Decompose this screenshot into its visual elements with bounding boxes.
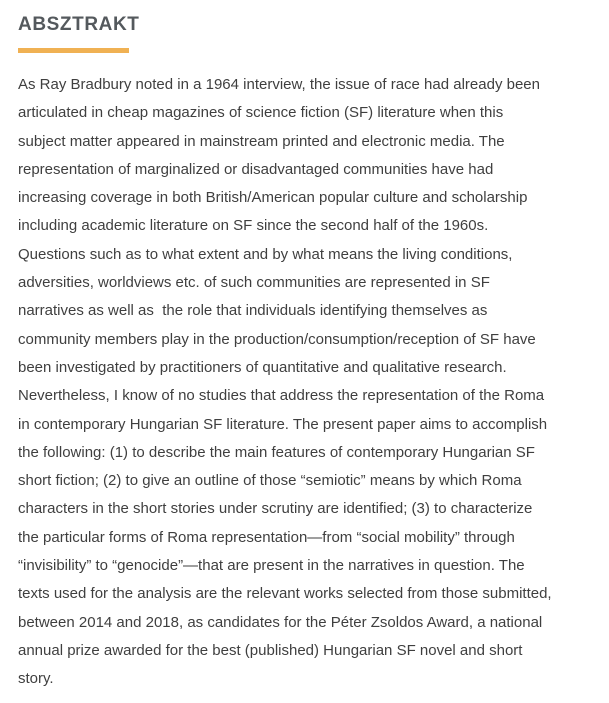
abstract-line: annual prize awarded for the best (published) Hungarian SF novel and short (18, 641, 523, 659)
abstract-line: in contemporary Hungarian SF literature. The present paper aims to accomplish (18, 415, 548, 433)
abstract-line: the particular forms of Roma representation—from “social mobility” through (18, 528, 515, 546)
section-title: ABSZTRAKT (18, 14, 140, 35)
abstract-line: adversities, worldviews etc. of such communities are represented in SF (18, 274, 490, 292)
heading-accent-underline (18, 48, 129, 53)
abstract-line: “invisibility” to “genocide”—that are present in the narratives in question. The (18, 557, 525, 575)
abstract-line: short fiction; (2) to give an outline of those “semiotic” means by which Roma (18, 472, 522, 490)
abstract-paragraph (18, 71, 591, 694)
abstract-line: story. (18, 670, 54, 688)
abstract-line: As Ray Bradbury noted in a 1964 interview, the issue of race had already been (18, 76, 540, 93)
abstract-line: between 2014 and 2018, as candidates for the Péter Zsoldos Award, a national (18, 613, 543, 631)
abstract-line: representation of marginalized or disadvantaged communities have had (18, 160, 494, 178)
abstract-line: the following: (1) to describe the main features of contemporary Hungarian SF (18, 443, 535, 461)
abstract-line: Nevertheless, I know of no studies that address the representation of the Roma (18, 387, 545, 405)
abstract-line: characters in the short stories under scrutiny are identified; (3) to characterize (18, 500, 533, 518)
abstract-line: Questions such as to what extent and by what means the living conditions, (18, 245, 513, 263)
abstract-line: narratives as well as the role that individuals identifying themselves as (18, 302, 488, 320)
abstract-line: community members play in the production/consumption/reception of SF have (18, 330, 536, 348)
abstract-line: including academic literature on SF since the second half of the 1960s. (18, 217, 489, 235)
abstract-line: been investigated by practitioners of quantitative and qualitative research. (18, 358, 507, 376)
abstract-line: articulated in cheap magazines of science fiction (SF) literature when this (18, 104, 504, 122)
abstract-line: increasing coverage in both British/American popular culture and scholarship (18, 189, 528, 207)
abstract-line: subject matter appeared in mainstream printed and electronic media. The (18, 132, 505, 150)
abstract-line: texts used for the analysis are the relevant works selected from those submitted, (18, 585, 552, 603)
